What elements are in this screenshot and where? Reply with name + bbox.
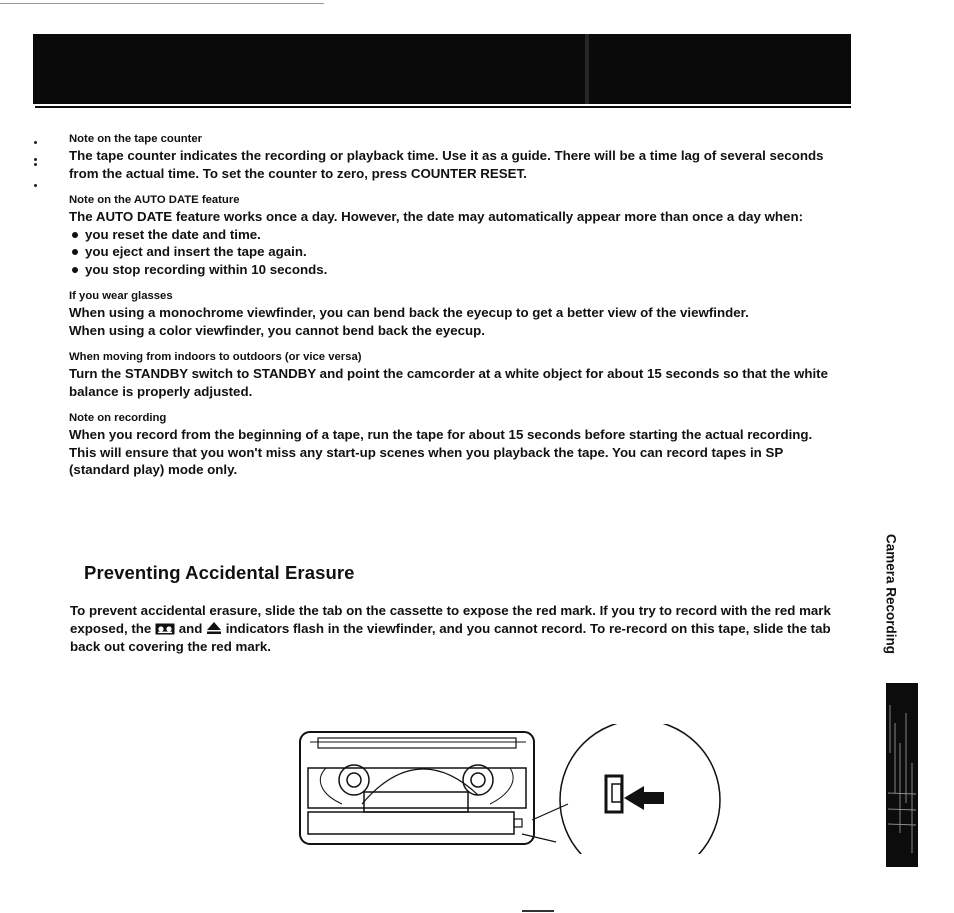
edge-tab-marker <box>886 683 918 867</box>
note-glasses <box>69 289 839 339</box>
bullet-item: you stop recording within 10 seconds. <box>69 261 839 279</box>
bottom-rule <box>522 910 554 912</box>
note-tape-counter <box>69 132 839 182</box>
note-heading: Note on recording <box>69 412 167 424</box>
note-heading: If you wear glasses <box>69 290 173 302</box>
note-text: When using a color viewfinder, you cannot bend back the eyecup. <box>69 322 485 338</box>
erasure-text: indicators flash in the viewfinder, and you cannot record. To re-record on this tape, slide the tab back out covering the red mark. <box>70 621 831 654</box>
margin-mark <box>34 184 37 187</box>
bullet-list <box>69 226 839 279</box>
erasure-text: and <box>178 621 203 636</box>
header-bar <box>33 34 851 104</box>
side-section-label <box>878 528 904 660</box>
note-indoors-outdoors <box>69 350 839 400</box>
bullet-item: you reset the date and time. <box>69 226 839 244</box>
section-title: Preventing Accidental Erasure <box>84 562 355 583</box>
note-text: The AUTO DATE feature works once a day. However, the date may automatically appear more than once a day when: <box>69 209 804 224</box>
note-recording <box>69 411 839 479</box>
eject-indicator-icon <box>206 621 222 635</box>
bullet-item: you eject and insert the tape again. <box>69 243 839 261</box>
note-text: Turn the STANDBY switch to STANDBY and point the camcorder at a white object for about 15 seconds so that the white balance is properly adjusted. <box>69 366 828 399</box>
cassette-indicator-icon <box>155 623 175 635</box>
note-heading: When moving from indoors to outdoors (or vice versa) <box>69 351 362 363</box>
note-heading: Note on the tape counter <box>69 133 203 145</box>
header-bar-divider <box>585 34 589 104</box>
erasure-text: To prevent accidental erasure, slide the tab on the cassette to expose the red mark. If you try to record with the red mark exposed, the <box>70 603 831 636</box>
notes-column <box>69 132 839 490</box>
note-heading: Note on the AUTO DATE feature <box>69 194 240 206</box>
note-text: The tape counter indicates the recording or playback time. Use it as a guide. There will be a time lag of several seconds from the actual time. To set the counter to zero, press COUNTER RESET. <box>69 148 824 181</box>
margin-mark <box>34 141 37 144</box>
cassette-illustration <box>290 724 730 854</box>
margin-mark <box>34 163 37 166</box>
erasure-paragraph <box>70 602 840 656</box>
note-auto-date <box>69 193 839 278</box>
note-text: When you record from the beginning of a tape, run the tape for about 15 seconds before starting the actual recording. This will ensure that you won't miss any start-up scenes when you playback the tape. You can record tapes in SP (standard play) mode only. <box>69 427 813 477</box>
side-label-text: Camera Recording <box>883 533 899 655</box>
margin-mark <box>34 158 37 161</box>
top-rule <box>0 3 324 4</box>
note-text: When using a monochrome viewfinder, you can bend back the eyecup to get a better view of the viewfinder. <box>69 305 749 320</box>
header-bar-underline <box>35 106 851 108</box>
